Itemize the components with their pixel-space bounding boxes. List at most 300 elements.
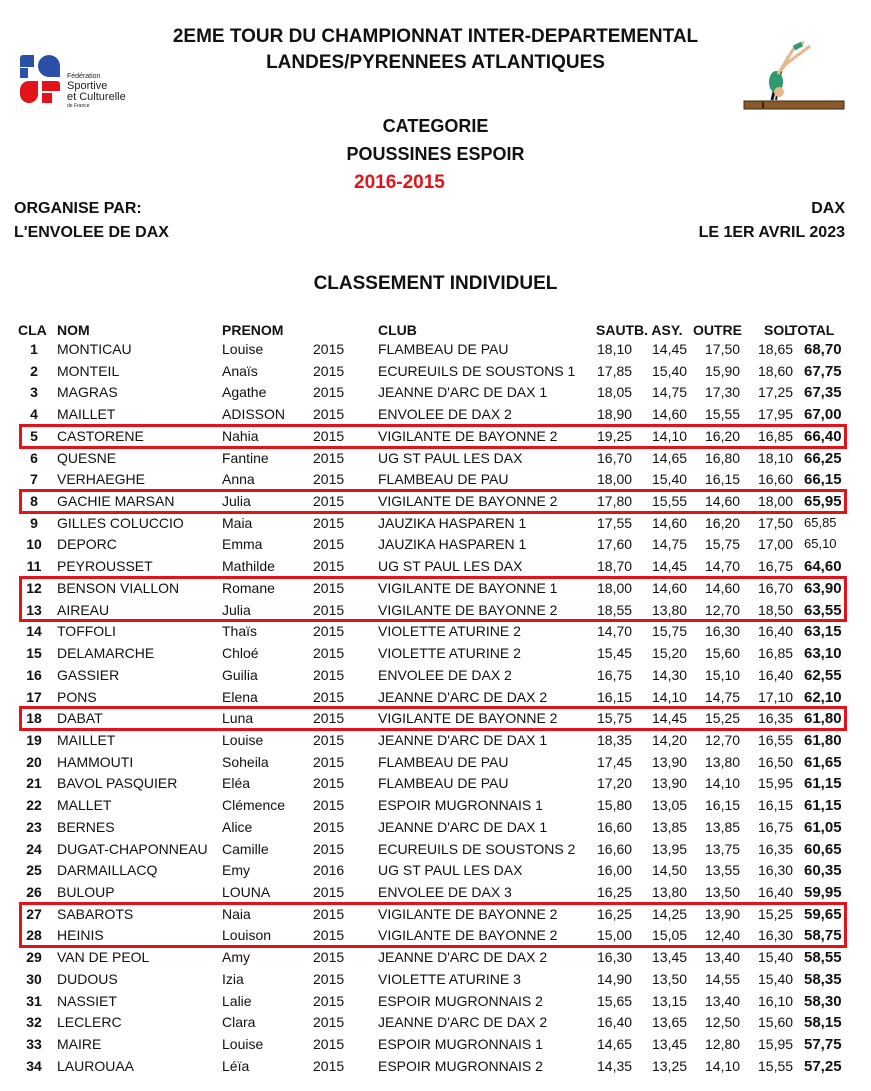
rank-cell: 32 xyxy=(26,1014,42,1031)
total-score-cell: 58,75 xyxy=(804,927,842,945)
floor-score-cell: 15,25 xyxy=(758,905,794,922)
floor-score-cell: 16,35 xyxy=(758,840,794,857)
name-cell: SABAROTS xyxy=(57,905,134,922)
beam-score-cell: 13,40 xyxy=(705,992,741,1009)
total-score-cell: 68,70 xyxy=(804,341,842,358)
year-cell: 2015 xyxy=(313,514,345,531)
year-cell: 2016 xyxy=(313,862,345,879)
floor-score-cell: 16,40 xyxy=(758,884,794,900)
firstname-cell: Amy xyxy=(222,949,250,966)
floor-score-cell: 17,25 xyxy=(758,384,794,401)
firstname-cell: Louise xyxy=(222,341,264,357)
organiser-label: ORGANISE PAR: xyxy=(14,200,142,217)
title-line-2: LANDES/PYRENNEES ATLANTIQUES xyxy=(266,52,605,73)
name-cell: BAVOL PASQUIER xyxy=(57,775,178,792)
total-score-cell: 58,15 xyxy=(804,1014,842,1032)
bars-score-cell: 14,30 xyxy=(652,666,688,683)
year-cell: 2015 xyxy=(313,927,345,944)
year-cell: 2015 xyxy=(313,579,345,596)
rank-cell: 15 xyxy=(26,645,42,662)
vault-score-cell: 16,30 xyxy=(597,949,633,966)
bars-score-cell: 13,65 xyxy=(652,1014,688,1031)
beam-score-cell: 15,90 xyxy=(705,362,741,379)
organiser-name: L'ENVOLEE DE DAX xyxy=(14,224,169,241)
firstname-cell: Mathilde xyxy=(222,558,275,575)
table-row xyxy=(0,1058,871,1080)
total-score-cell: 61,80 xyxy=(804,710,842,728)
bars-score-cell: 14,50 xyxy=(652,862,688,879)
bars-score-cell: 15,20 xyxy=(652,645,688,662)
total-score-cell: 60,65 xyxy=(804,840,842,858)
beam-score-cell: 15,75 xyxy=(705,536,741,553)
vault-score-cell: 18,10 xyxy=(597,341,633,357)
rank-cell: 11 xyxy=(26,558,42,575)
beam-score-cell: 16,80 xyxy=(705,449,741,466)
club-cell: JAUZIKA HASPAREN 1 xyxy=(378,514,527,531)
bars-score-cell: 13,85 xyxy=(652,818,688,835)
vault-score-cell: 18,35 xyxy=(597,731,633,748)
club-cell: ENVOLEE DE DAX 2 xyxy=(378,666,512,683)
bars-score-cell: 14,60 xyxy=(652,579,688,596)
total-score-cell: 64,60 xyxy=(804,558,842,576)
category-name: POUSSINES ESPOIR xyxy=(346,144,525,164)
table-row xyxy=(0,450,871,472)
rank-cell: 7 xyxy=(30,471,38,488)
firstname-cell: Romane xyxy=(222,579,275,596)
name-cell: VAN DE PEOL xyxy=(57,949,150,966)
year-cell: 2015 xyxy=(313,905,345,922)
table-row xyxy=(0,775,871,797)
table-row xyxy=(0,645,871,667)
beam-score-cell: 16,20 xyxy=(705,514,741,531)
total-score-cell: 61,80 xyxy=(804,731,842,749)
vault-score-cell: 16,40 xyxy=(597,1014,633,1031)
floor-score-cell: 16,40 xyxy=(758,666,794,683)
name-cell: HAMMOUTI xyxy=(57,753,134,770)
rank-cell: 24 xyxy=(26,840,42,857)
total-score-cell: 61,15 xyxy=(804,775,842,793)
club-cell: UG ST PAUL LES DAX xyxy=(378,558,523,575)
bars-score-cell: 14,75 xyxy=(652,384,688,401)
floor-score-cell: 15,95 xyxy=(758,775,794,792)
vault-score-cell: 17,45 xyxy=(597,753,633,770)
beam-score-cell: 13,85 xyxy=(705,818,741,835)
vault-score-cell: 14,65 xyxy=(597,1036,633,1053)
section-title: CLASSEMENT INDIVIDUEL xyxy=(313,273,558,294)
vault-score-cell: 16,00 xyxy=(597,862,633,879)
year-cell: 2015 xyxy=(313,753,345,770)
vault-score-cell: 14,90 xyxy=(597,970,633,987)
club-cell: ENVOLEE DE DAX 3 xyxy=(378,884,512,900)
table-row xyxy=(0,536,871,558)
floor-score-cell: 16,60 xyxy=(758,471,794,488)
logo-line-2: Sportive xyxy=(67,80,108,92)
name-cell: QUESNE xyxy=(57,449,117,466)
year-cell: 2015 xyxy=(313,797,345,814)
table-row xyxy=(0,732,871,754)
beam-score-cell: 15,55 xyxy=(705,406,741,423)
club-cell: UG ST PAUL LES DAX xyxy=(378,862,523,879)
vault-score-cell: 16,60 xyxy=(597,840,633,857)
rank-cell: 5 xyxy=(30,427,38,444)
table-row xyxy=(0,363,871,385)
rank-cell: 33 xyxy=(26,1036,42,1053)
beam-score-cell: 12,50 xyxy=(705,1014,741,1031)
beam-score-cell: 12,80 xyxy=(705,1036,741,1053)
total-score-cell: 60,35 xyxy=(804,862,842,880)
firstname-cell: Chloé xyxy=(222,645,259,662)
highlight-box xyxy=(19,706,847,731)
floor-score-cell: 16,30 xyxy=(758,862,794,879)
name-cell: LECLERC xyxy=(57,1014,122,1031)
beam-score-cell: 12,40 xyxy=(705,927,741,944)
total-score-cell: 63,10 xyxy=(804,645,842,663)
firstname-cell: Julia xyxy=(222,493,251,510)
bars-score-cell: 14,65 xyxy=(652,449,688,466)
floor-score-cell: 16,35 xyxy=(758,710,794,727)
firstname-cell: Clémence xyxy=(222,797,286,814)
beam-score-cell: 17,50 xyxy=(705,341,741,357)
beam-score-cell: 15,10 xyxy=(705,666,741,683)
name-cell: PONS xyxy=(57,688,97,705)
beam-score-cell: 14,60 xyxy=(705,493,741,510)
event-date: LE 1ER AVRIL 2023 xyxy=(698,224,845,241)
firstname-cell: Lalie xyxy=(222,992,252,1009)
name-cell: DEPORC xyxy=(57,536,117,553)
name-cell: MONTEIL xyxy=(57,362,120,379)
total-score-cell: 65,85 xyxy=(804,514,837,530)
rank-cell: 12 xyxy=(26,579,42,596)
logo-line-4: de France xyxy=(67,103,90,109)
title-line-1: 2EME TOUR DU CHAMPIONNAT INTER-DEPARTEMENTAL xyxy=(172,26,699,47)
total-score-cell: 67,35 xyxy=(804,384,842,402)
gymnast-on-beam-icon xyxy=(742,38,847,113)
total-score-cell: 57,25 xyxy=(804,1057,842,1075)
firstname-cell: Naia xyxy=(222,905,251,922)
name-cell: DABAT xyxy=(57,710,103,727)
floor-score-cell: 16,50 xyxy=(758,753,794,770)
floor-score-cell: 16,55 xyxy=(758,731,794,748)
rank-cell: 16 xyxy=(26,666,42,683)
rank-cell: 20 xyxy=(26,753,42,770)
bars-score-cell: 13,25 xyxy=(652,1057,688,1074)
name-cell: MAILLET xyxy=(57,406,116,423)
vault-score-cell: 17,80 xyxy=(597,493,633,510)
year-cell: 2015 xyxy=(313,884,345,900)
firstname-cell: Guilia xyxy=(222,666,258,683)
vault-score-cell: 18,55 xyxy=(597,601,633,618)
rank-cell: 1 xyxy=(30,341,38,357)
name-cell: LAUROUAA xyxy=(57,1057,135,1074)
highlight-box xyxy=(19,489,847,514)
firstname-cell: Emma xyxy=(222,536,263,553)
vault-score-cell: 15,75 xyxy=(597,710,633,727)
firstname-cell: Luna xyxy=(222,710,254,727)
rank-cell: 28 xyxy=(26,927,42,944)
total-score-cell: 65,10 xyxy=(804,536,837,552)
vault-score-cell: 16,70 xyxy=(597,449,633,466)
club-cell: JEANNE D'ARC DE DAX 1 xyxy=(378,818,548,835)
firstname-cell: Eléa xyxy=(222,775,251,792)
rank-cell: 18 xyxy=(26,710,42,727)
table-row xyxy=(0,797,871,819)
name-cell: BERNES xyxy=(57,818,115,835)
table-row xyxy=(0,623,871,645)
vault-score-cell: 16,15 xyxy=(597,688,633,705)
rank-cell: 22 xyxy=(26,797,42,814)
club-cell: VIGILANTE DE BAYONNE 1 xyxy=(378,579,558,596)
beam-score-cell: 14,55 xyxy=(705,970,741,987)
club-cell: ESPOIR MUGRONNAIS 2 xyxy=(378,992,543,1009)
firstname-cell: Thaïs xyxy=(222,623,258,640)
vault-score-cell: 17,55 xyxy=(597,514,633,531)
total-score-cell: 63,90 xyxy=(804,579,842,597)
table-row xyxy=(0,862,871,884)
year-cell: 2015 xyxy=(313,775,345,792)
firstname-cell: Emy xyxy=(222,862,250,879)
vault-score-cell: 17,85 xyxy=(597,362,633,379)
beam-score-cell: 12,70 xyxy=(705,601,741,618)
year-cell: 2015 xyxy=(313,818,345,835)
club-cell: ECUREUILS DE SOUSTONS 2 xyxy=(378,840,576,857)
category-label: CATEGORIE xyxy=(382,116,489,136)
total-score-cell: 62,10 xyxy=(804,688,842,706)
floor-score-cell: 17,10 xyxy=(758,688,794,705)
floor-score-cell: 15,95 xyxy=(758,1036,794,1053)
floor-score-cell: 18,50 xyxy=(758,601,794,618)
beam-score-cell: 17,30 xyxy=(705,384,741,401)
bars-score-cell: 15,05 xyxy=(652,927,688,944)
total-score-cell: 67,75 xyxy=(804,362,842,380)
total-score-cell: 59,65 xyxy=(804,905,842,923)
logo-line-1: Fédération xyxy=(67,73,101,80)
table-row xyxy=(0,384,871,406)
club-cell: VIOLETTE ATURINE 2 xyxy=(378,645,521,662)
vault-score-cell: 18,70 xyxy=(597,558,633,575)
table-row xyxy=(0,515,871,537)
beam-score-cell: 14,60 xyxy=(705,579,741,596)
floor-score-cell: 16,75 xyxy=(758,818,794,835)
vault-score-cell: 17,20 xyxy=(597,775,633,792)
club-cell: VIOLETTE ATURINE 2 xyxy=(378,623,521,640)
beam-score-cell: 13,55 xyxy=(705,862,741,879)
vault-score-cell: 15,45 xyxy=(597,645,633,662)
club-cell: VIGILANTE DE BAYONNE 2 xyxy=(378,427,558,444)
col-header-sol: SOL xyxy=(764,322,793,338)
name-cell: DUDOUS xyxy=(57,970,118,987)
total-score-cell: 63,15 xyxy=(804,623,842,641)
firstname-cell: Anna xyxy=(222,471,255,488)
floor-score-cell: 15,40 xyxy=(758,949,794,966)
bars-score-cell: 15,40 xyxy=(652,471,688,488)
floor-score-cell: 18,60 xyxy=(758,362,794,379)
beam-score-cell: 14,75 xyxy=(705,688,741,705)
bars-score-cell: 15,40 xyxy=(652,362,688,379)
logo-line-3: et Culturelle xyxy=(67,91,126,103)
col-header-total: TOTAL xyxy=(789,322,835,338)
total-score-cell: 57,75 xyxy=(804,1036,842,1054)
col-header-asy: B. ASY. xyxy=(634,322,683,338)
rank-cell: 8 xyxy=(30,493,38,510)
year-cell: 2015 xyxy=(313,406,345,423)
total-score-cell: 62,55 xyxy=(804,666,842,684)
table-row xyxy=(0,341,871,363)
bars-score-cell: 14,45 xyxy=(652,558,688,575)
year-cell: 2015 xyxy=(313,1014,345,1031)
table-row xyxy=(0,1014,871,1036)
firstname-cell: Louison xyxy=(222,927,272,944)
vault-score-cell: 14,70 xyxy=(597,623,633,640)
name-cell: TOFFOLI xyxy=(57,623,116,640)
rank-cell: 29 xyxy=(26,949,42,966)
rank-cell: 14 xyxy=(26,623,42,640)
total-score-cell: 61,65 xyxy=(804,753,842,771)
beam-score-cell: 14,10 xyxy=(705,775,741,792)
rank-cell: 10 xyxy=(26,536,42,553)
club-cell: ESPOIR MUGRONNAIS 1 xyxy=(378,1036,543,1053)
rank-cell: 9 xyxy=(30,514,38,531)
total-score-cell: 63,55 xyxy=(804,601,842,619)
club-cell: VIGILANTE DE BAYONNE 2 xyxy=(378,927,558,944)
table-row xyxy=(0,667,871,689)
vault-score-cell: 16,60 xyxy=(597,818,633,835)
floor-score-cell: 15,40 xyxy=(758,970,794,987)
name-cell: NASSIET xyxy=(57,992,117,1009)
year-cell: 2015 xyxy=(313,471,345,488)
table-row xyxy=(0,841,871,863)
bars-score-cell: 14,75 xyxy=(652,536,688,553)
firstname-cell: Clara xyxy=(222,1014,256,1031)
total-score-cell: 58,30 xyxy=(804,992,842,1010)
floor-score-cell: 15,60 xyxy=(758,1014,794,1031)
name-cell: AIREAU xyxy=(57,601,110,618)
beam-score-cell: 13,75 xyxy=(705,840,741,857)
year-cell: 2015 xyxy=(313,427,345,444)
event-city: DAX xyxy=(811,200,845,217)
vault-score-cell: 18,05 xyxy=(597,384,633,401)
bars-score-cell: 13,90 xyxy=(652,775,688,792)
floor-score-cell: 16,75 xyxy=(758,558,794,575)
total-score-cell: 61,15 xyxy=(804,797,842,815)
total-score-cell: 67,00 xyxy=(804,406,842,424)
vault-score-cell: 15,00 xyxy=(597,927,633,944)
firstname-cell: Alice xyxy=(222,818,253,835)
bars-score-cell: 14,45 xyxy=(652,710,688,727)
bars-score-cell: 14,60 xyxy=(652,514,688,531)
highlight-box xyxy=(19,424,847,449)
club-cell: JEANNE D'ARC DE DAX 1 xyxy=(378,384,548,401)
year-cell: 2015 xyxy=(313,623,345,640)
year-cell: 2015 xyxy=(313,449,345,466)
rank-cell: 19 xyxy=(26,731,42,748)
name-cell: PEYROUSSET xyxy=(57,558,153,575)
rank-cell: 26 xyxy=(26,884,42,900)
firstname-cell: Camille xyxy=(222,840,269,857)
floor-score-cell: 17,00 xyxy=(758,536,794,553)
club-cell: JAUZIKA HASPAREN 1 xyxy=(378,536,527,553)
bars-score-cell: 14,20 xyxy=(652,731,688,748)
club-cell: FLAMBEAU DE PAU xyxy=(378,753,509,770)
rank-cell: 23 xyxy=(26,818,42,835)
vault-score-cell: 15,80 xyxy=(597,797,633,814)
name-cell: MAIRE xyxy=(57,1036,102,1053)
beam-score-cell: 13,50 xyxy=(705,884,741,900)
beam-score-cell: 16,15 xyxy=(705,797,741,814)
year-cell: 2015 xyxy=(313,536,345,553)
floor-score-cell: 16,70 xyxy=(758,579,794,596)
floor-score-cell: 16,40 xyxy=(758,623,794,640)
table-row xyxy=(0,993,871,1015)
firstname-cell: Julia xyxy=(222,601,251,618)
club-cell: VIGILANTE DE BAYONNE 2 xyxy=(378,493,558,510)
club-cell: VIOLETTE ATURINE 3 xyxy=(378,970,521,987)
vault-score-cell: 18,90 xyxy=(597,406,633,423)
year-cell: 2015 xyxy=(313,493,345,510)
highlight-box xyxy=(19,576,847,622)
total-score-cell: 66,15 xyxy=(804,471,842,489)
club-cell: VIGILANTE DE BAYONNE 2 xyxy=(378,601,558,618)
year-cell: 2015 xyxy=(313,688,345,705)
name-cell: HEINIS xyxy=(57,927,104,944)
name-cell: DARMAILLACQ xyxy=(57,862,158,879)
year-cell: 2015 xyxy=(313,645,345,662)
floor-score-cell: 18,10 xyxy=(758,449,794,466)
firstname-cell: Nahia xyxy=(222,427,259,444)
club-cell: VIGILANTE DE BAYONNE 2 xyxy=(378,905,558,922)
floor-score-cell: 16,85 xyxy=(758,427,794,444)
col-header-cla: CLA xyxy=(18,322,47,338)
bars-score-cell: 13,50 xyxy=(652,970,688,987)
vault-score-cell: 16,25 xyxy=(597,884,633,900)
bars-score-cell: 13,80 xyxy=(652,884,688,900)
beam-score-cell: 16,15 xyxy=(705,471,741,488)
firstname-cell: Louise xyxy=(222,1036,264,1053)
rank-cell: 13 xyxy=(26,601,42,618)
name-cell: GASSIER xyxy=(57,666,120,683)
vault-score-cell: 16,25 xyxy=(597,905,633,922)
beam-score-cell: 14,10 xyxy=(705,1057,741,1074)
firstname-cell: Louise xyxy=(222,731,264,748)
bars-score-cell: 15,55 xyxy=(652,493,688,510)
club-cell: FLAMBEAU DE PAU xyxy=(378,471,509,488)
table-row xyxy=(0,754,871,776)
table-row xyxy=(0,1036,871,1058)
beam-score-cell: 15,60 xyxy=(705,645,741,662)
bars-score-cell: 14,10 xyxy=(652,688,688,705)
beam-score-cell: 12,70 xyxy=(705,731,741,748)
year-cell: 2015 xyxy=(313,341,345,357)
total-score-cell: 65,95 xyxy=(804,493,842,511)
club-cell: UG ST PAUL LES DAX xyxy=(378,449,523,466)
firstname-cell: Anaïs xyxy=(222,362,258,379)
year-cell: 2015 xyxy=(313,731,345,748)
vault-score-cell: 19,25 xyxy=(597,427,633,444)
floor-score-cell: 16,10 xyxy=(758,992,794,1009)
floor-score-cell: 18,65 xyxy=(758,341,794,357)
vault-score-cell: 16,75 xyxy=(597,666,633,683)
club-cell: JEANNE D'ARC DE DAX 2 xyxy=(378,688,548,705)
floor-score-cell: 17,50 xyxy=(758,514,794,531)
name-cell: GACHIE MARSAN xyxy=(57,493,175,510)
floor-score-cell: 17,95 xyxy=(758,406,794,423)
bars-score-cell: 14,10 xyxy=(652,427,688,444)
vault-score-cell: 18,00 xyxy=(597,471,633,488)
bars-score-cell: 13,80 xyxy=(652,601,688,618)
year-cell: 2015 xyxy=(313,840,345,857)
firstname-cell: Léïa xyxy=(222,1057,250,1074)
beam-score-cell: 16,30 xyxy=(705,623,741,640)
year-cell: 2015 xyxy=(313,384,345,401)
